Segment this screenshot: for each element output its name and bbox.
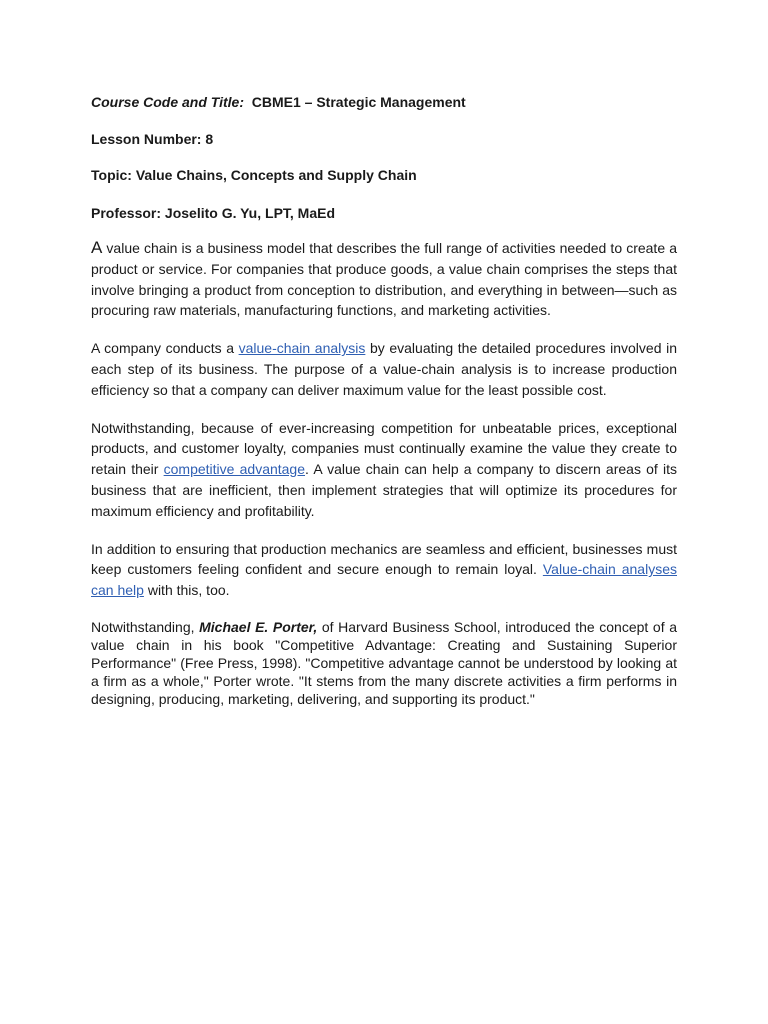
document-content bbox=[91, 92, 677, 708]
paragraph-text: In addition to ensuring that production mechanics are seamless and efficient, businesses must keep customers feeling confident and secure enough to remain loyal. bbox=[91, 540, 677, 578]
paragraph-porter bbox=[91, 618, 677, 708]
paragraph-text: value chain is a business model that describes the full range of activities needed to create a product or service. For companies that produce goods, a value chain comprises the steps that involve bringing a product from conception to distribution, and everything in between—such as procuring raw materials, manufacturing functions, and marketing activities. bbox=[91, 240, 677, 319]
paragraph-text: Notwithstanding, because of ever-increasing competition for unbeatable prices, exceptional products, and customer loyalty, companies must continually examine the value they create to retain their bbox=[91, 419, 677, 478]
paragraph-text: Notwithstanding, bbox=[91, 618, 200, 635]
topic-line: Topic: Value Chains, Concepts and Supply Chain bbox=[91, 167, 417, 183]
course-label: Course Code and Title: bbox=[91, 94, 244, 110]
paragraph-text: . A value chain can help a company to discern areas of its business that are inefficient, then implement strategies that will optimize its procedures for maximum efficiency and profitability. bbox=[91, 461, 677, 519]
paragraph-competitive-advantage bbox=[91, 418, 677, 522]
course-line bbox=[91, 92, 677, 112]
porter-name: Michael E. Porter, bbox=[199, 618, 318, 635]
value-chain-analyses-link[interactable]: Value-chain analyses can help bbox=[91, 561, 677, 599]
paragraph-text: of Harvard Business School, introduced the concept of a value chain in his book "Competitive Advantage: Creating and Sustaining Superior Performance" (Free Press, 1998). "Competitive advantage cannot be understood by looking at a firm as a whole," Porter wrote. "It stems from the many discrete activities a firm performs in designing, producing, marketing, delivering, and supporting its product." bbox=[91, 618, 677, 707]
paragraph-value-chain-analysis bbox=[91, 338, 677, 400]
competitive-advantage-link[interactable]: competitive advantage bbox=[163, 461, 306, 478]
paragraph-value-chain-definition bbox=[91, 238, 677, 321]
professor-line: Professor: Joselito G. Yu, LPT, MaEd bbox=[91, 205, 336, 221]
course-value: CBME1 – Strategic Management bbox=[251, 94, 466, 110]
lesson-number: Lesson Number: 8 bbox=[91, 131, 214, 147]
paragraph-customer-loyalty bbox=[91, 539, 677, 601]
paragraph-text: A company conducts a bbox=[91, 340, 239, 357]
paragraph-text: with this, too. bbox=[143, 582, 230, 599]
value-chain-analysis-link[interactable]: value-chain analysis bbox=[238, 340, 366, 357]
drop-cap: A bbox=[91, 238, 103, 257]
paragraph-text: by evaluating the detailed procedures involved in each step of its business. The purpose of a value-chain analysis is to increase production efficiency so that a company can deliver maximum value for the least possible cost. bbox=[91, 340, 677, 398]
